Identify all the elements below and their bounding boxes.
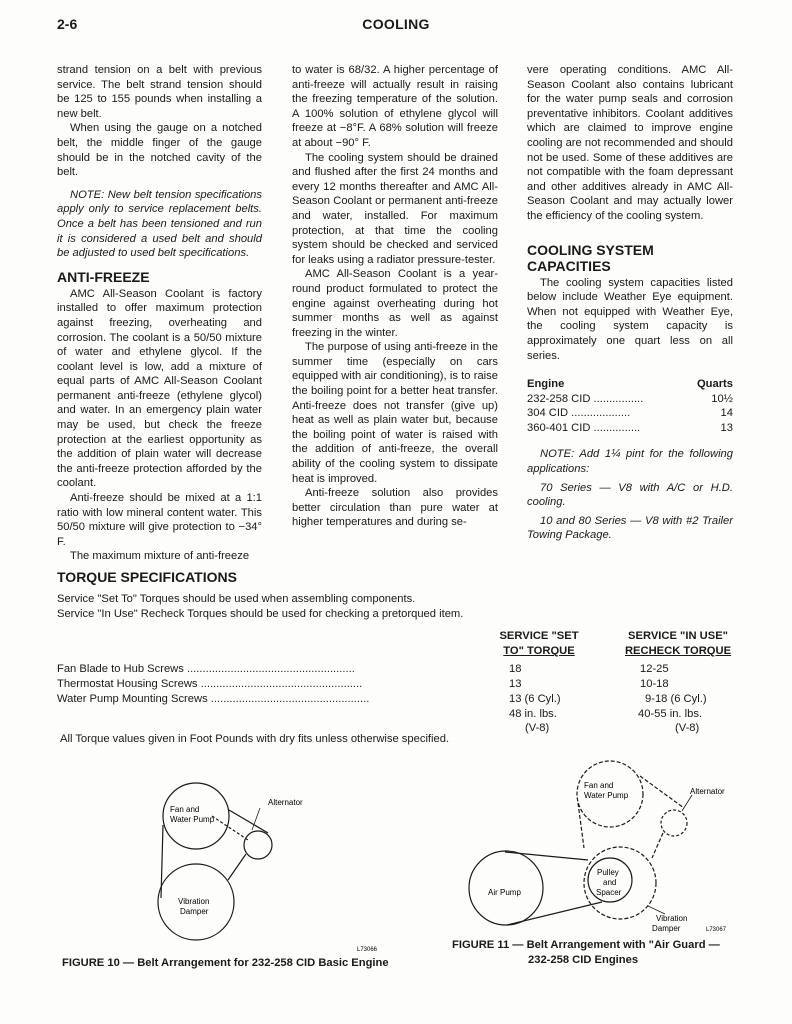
figure-11-caption-line2: 232-258 CID Engines xyxy=(528,954,639,966)
column-header-set-torque: SERVICE "SET TO" TORQUE xyxy=(499,630,579,657)
torque-set-value: 13 (6 Cyl.) xyxy=(509,693,561,705)
belt-segment xyxy=(228,854,246,880)
paragraph: vere operating conditions. AMC All-Season Coolant also contains lubricant for the water pump seals and corrosion preventative inhibitors. Coolant additives which are claimed to improve engine cooling are not recommended and should not be used. Some of these additives are not compatible with the foam depressant and other additives already in AMC All-Season Coolant and may actually lower the efficiency of the cooling system. xyxy=(527,64,733,222)
paragraph: When using the gauge on a notched belt, the middle finger of the gauge should be in the notched cavity of the belt. xyxy=(57,122,262,179)
belt-segment xyxy=(652,833,663,858)
figure-code: L73066 xyxy=(357,947,378,952)
label-alternator: Alternator xyxy=(268,798,303,807)
paragraph: The purpose of using anti-freeze in the summer time (especially on cars equipped with air conditioning), is to raise the boiling point for a better heat transfer. Anti-freeze does not transfer (give up) heat as well as plain water but, because the boiling point of water is raised with the addition of anti-freeze, the overall ability of the cooling system to dissipate heat is improved. xyxy=(292,341,498,485)
table-row: 232-258 CID ................ 10½ xyxy=(527,392,733,405)
label-alternator: Alternator xyxy=(690,787,725,796)
belt-segment xyxy=(161,825,163,898)
belt-segment xyxy=(507,902,602,925)
torque-use-value: 9-18 (6 Cyl.) xyxy=(645,693,707,705)
paragraph: to water is 68/32. A higher percentage of anti-freeze will actually result in raising the freezing temperature of the solution. A 100% solution of ethylene glycol will freeze at −8°F. A 68% solution will freeze at about −90° F. xyxy=(292,64,498,149)
column-header-in-use-torque: SERVICE "IN USE" RECHECK TORQUE xyxy=(624,630,732,657)
paragraph: The cooling system should be drained and flushed after the first 24 months and every 12 months thereafter and AMC All-Season Coolant or permanent anti-freeze and water, installed. For maximum protection, at that time the cooling system should be checked and serviced for leaks using a radiator pressure-tester. xyxy=(292,151,498,266)
note: NOTE: New belt tension specifications apply only to service replacement belts. Once a belt has been tensioned and run it is considered a used belt and should be adjusted to used belt specifications. xyxy=(57,188,262,260)
figure-code: L73067 xyxy=(706,927,727,933)
capacity-table-header: Engine Quarts xyxy=(527,378,733,391)
page-number: 2-6 xyxy=(57,16,78,32)
table-row: 360-401 CID ............... 13 xyxy=(527,421,733,434)
belt-segment xyxy=(212,816,248,840)
heading-cooling-capacities: COOLING SYSTEM CAPACITIES xyxy=(527,241,654,274)
label-pulley-spacer-3: Spacer xyxy=(596,888,622,897)
leader-line xyxy=(252,808,260,830)
label-vibration-damper-2: Damper xyxy=(180,907,209,916)
torque-set-value: 18 xyxy=(509,663,522,675)
leader-line xyxy=(682,795,692,811)
figure-11-caption-line1: FIGURE 11 — Belt Arrangement with "Air Guard — xyxy=(452,939,720,951)
paragraph: Anti-freeze should be mixed at a 1:1 ratio with low mineral content water. This 50/50 mixture will give protection to −34° F. xyxy=(57,492,262,548)
torque-row-label: Fan Blade to Hub Screws ...................................................... xyxy=(57,663,355,675)
alternator-pulley xyxy=(661,810,687,836)
torque-set-value: 13 xyxy=(509,678,522,690)
torque-intro: Service "Set To" Torques should be used when assembling components. Service "In Use" Recheck Torques should be used for checking a pretorqued item. xyxy=(57,593,464,620)
belt-segment xyxy=(505,852,588,860)
label-vibration-damper-2: Damper xyxy=(652,924,681,933)
torque-set-value: (V-8) xyxy=(525,722,550,734)
figure-10-caption: FIGURE 10 — Belt Arrangement for 232-258 CID Basic Engine xyxy=(62,957,389,969)
belt-segment xyxy=(640,776,684,808)
torque-use-value: 10-18 xyxy=(640,678,669,690)
label-pulley-spacer: Pulley xyxy=(597,868,619,877)
label-fan-water-pump-2: Water Pump xyxy=(170,815,215,824)
torque-row-label: Thermostat Housing Screws .................................................... xyxy=(57,678,363,690)
heading-torque-specifications: TORQUE SPECIFICATIONS xyxy=(57,569,237,585)
belt-segment xyxy=(229,810,268,833)
paragraph: The maximum mixture of anti-freeze xyxy=(70,550,250,563)
torque-use-value: 40-55 in. lbs. xyxy=(638,708,703,720)
text-column-1 xyxy=(57,63,262,564)
label-fan-water-pump-2: Water Pump xyxy=(584,791,629,800)
paragraph: AMC All-Season Coolant is a year-round product formulated to protect the engine against overheating during hot summer months as well as against freezing in the winter. xyxy=(292,268,498,339)
torque-row-label: Water Pump Mounting Screws ................................................... xyxy=(57,693,370,705)
label-air-pump: Air Pump xyxy=(488,888,521,897)
capacity-table xyxy=(527,377,733,435)
note: NOTE: Add 1¼ pint for the following applications: xyxy=(527,448,733,476)
paragraph: strand tension on a belt with previous service. The belt strand tension should be 125 to 155 pounds when installing a new belt. xyxy=(57,64,262,120)
torque-use-value: (V-8) xyxy=(675,722,700,734)
label-vibration-damper: Vibration xyxy=(656,914,688,923)
label-pulley-spacer-2: and xyxy=(603,878,617,887)
label-fan-water-pump: Fan and xyxy=(170,805,200,814)
heading-anti-freeze: ANTI-FREEZE xyxy=(57,268,150,285)
damper-pulley xyxy=(584,847,656,919)
figure-10-belt-diagram xyxy=(150,780,400,952)
paragraph: AMC All-Season Coolant is factory installed to offer maximum protection against freezing, overheating and corrosion. The coolant is a 50/50 mixture of water and ethylene glycol. If the coolant level is low, add a mixture of equal parts of AMC All-Season Coolant permanent anti-freeze (ethylene glycol) and water. In an emergency plain water may be used, but check the freeze protection at the earliest opportunity as the addition of plain water will decrease the anti-freeze protection afforded by the coolant. xyxy=(57,287,262,490)
section-title: COOLING xyxy=(362,16,430,32)
label-fan-water-pump: Fan and xyxy=(584,781,614,790)
note: 70 Series — V8 with A/C or H.D. cooling. xyxy=(527,481,733,509)
text-column-3 xyxy=(527,63,733,543)
torque-footnote: All Torque values given in Foot Pounds with dry fits unless otherwise specified. xyxy=(60,733,450,745)
figure-11-belt-diagram xyxy=(460,748,750,938)
table-row: 304 CID ................... 14 xyxy=(527,407,733,420)
leader-line xyxy=(648,906,665,914)
label-vibration-damper: Vibration xyxy=(178,897,210,906)
paragraph: The cooling system capacities listed below include Weather Eye equipment. When not equipped with Weather Eye, the cooling system capacity is approximately one quart less on all series. xyxy=(527,276,733,362)
note: 10 and 80 Series — V8 with #2 Trailer Towing Package. xyxy=(527,514,733,542)
torque-use-value: 12-25 xyxy=(640,663,669,675)
alternator-pulley xyxy=(244,831,272,859)
paragraph: Anti-freeze solution also provides better circulation than pure water at higher temperatures and during se- xyxy=(292,487,498,529)
text-column-2 xyxy=(292,63,498,530)
torque-set-value: 48 in. lbs. xyxy=(509,708,557,720)
